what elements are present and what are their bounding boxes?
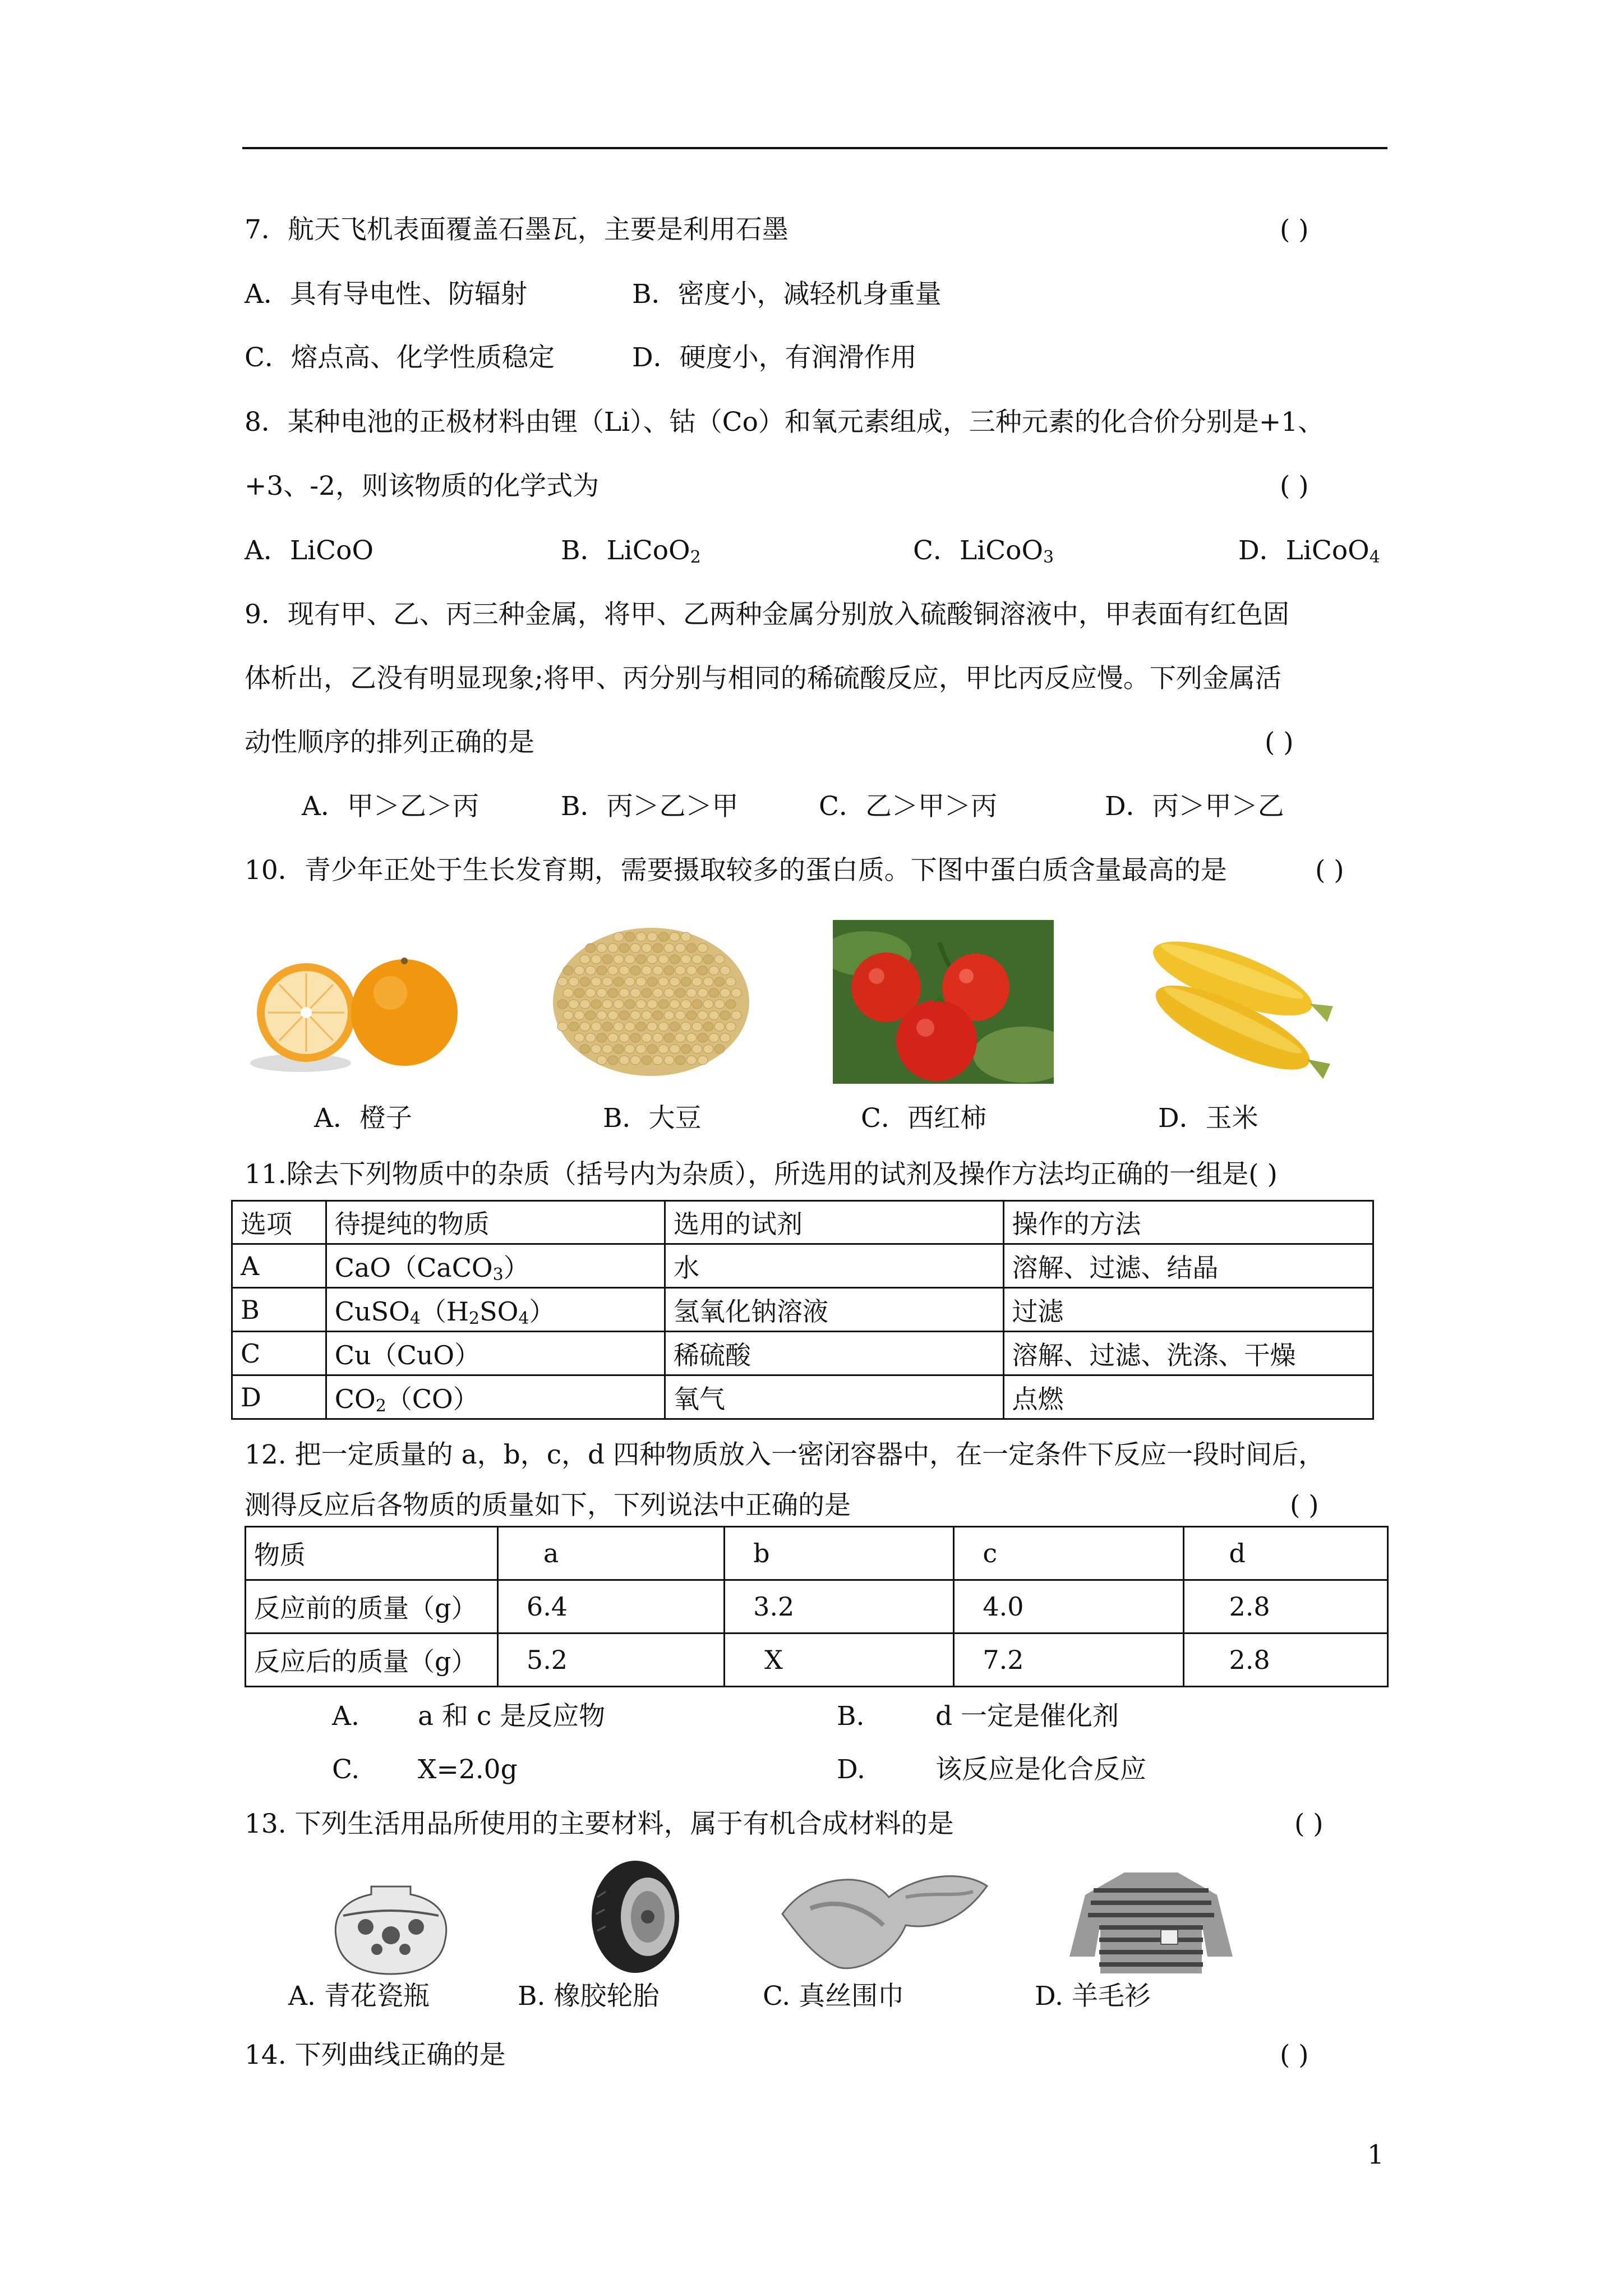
table-cell: C: [232, 1332, 326, 1375]
corn-image: [1126, 918, 1347, 1087]
table-cell: $CuSO_4(H_2SO_4)$: [326, 1288, 665, 1332]
table-header-row: [232, 1201, 1373, 1244]
q7-stem: 7．航天飞机表面覆盖石墨瓦，主要是利用石墨: [245, 214, 789, 245]
q8-stem-line1: 8．某种电池的正极材料由锂（Li）、钴（Co）和氧元素组成，三种元素的化合价分别是+1、: [245, 407, 1325, 438]
table-cell: 溶解、过滤、洗涤、干燥: [1003, 1332, 1373, 1375]
q9-option-c: C．乙＞甲＞丙: [819, 791, 997, 822]
q9-stem-line3: 动性顺序的排列正确的是: [245, 727, 534, 758]
wool-sweater-image: [1068, 1868, 1234, 1975]
header-rule: [242, 147, 1387, 149]
table-header-row: [246, 1527, 1388, 1580]
table-cell: 水: [665, 1244, 1003, 1288]
q12-option-a: a 和 c 是反应物: [418, 1701, 606, 1732]
q12-option-b-letter: B.: [837, 1701, 865, 1732]
table-cell: CaO（CaCO$_3$）: [326, 1244, 665, 1288]
table-row: [232, 1244, 1373, 1288]
q9-option-b: B．丙＞乙＞甲: [561, 791, 739, 822]
soybean-image: [540, 920, 762, 1084]
silk-scarf-image: [777, 1864, 993, 1976]
q9-option-a: A．甲＞乙＞丙: [302, 791, 479, 822]
q13-answer-blank: ( ): [1294, 1809, 1324, 1839]
q12-option-c-letter: C.: [332, 1754, 360, 1785]
orange-image: [245, 923, 467, 1081]
q8-option-a: A．LiCoO: [245, 535, 374, 566]
q10-option-d: D．玉米: [1158, 1103, 1258, 1134]
table-cell: $CO_2(CO)$: [326, 1375, 665, 1419]
q13-option-a: A. 青花瓷瓶: [288, 1981, 430, 2012]
rubber-tire-image: [586, 1858, 684, 1976]
q9-stem-line2: 体析出，乙没有明显现象;将甲、丙分别与相同的稀硫酸反应，甲比丙反应慢。下列金属活: [245, 663, 1281, 694]
table-row: [246, 1634, 1388, 1687]
table-cell: 2.8: [1183, 1580, 1387, 1634]
q10-answer-blank: ( ): [1315, 855, 1344, 886]
q8-option-d: D．LiCoO$_4$: [1238, 535, 1380, 567]
table-cell: 反应前的质量（g）: [246, 1580, 498, 1634]
q7-answer-blank: ( ): [1280, 214, 1309, 245]
q14-answer-blank: ( ): [1280, 2040, 1309, 2070]
table-row: [232, 1375, 1373, 1419]
table-cell: 过滤: [1003, 1288, 1373, 1332]
q13-stem: 13. 下列生活用品所使用的主要材料，属于有机合成材料的是: [245, 1809, 954, 1839]
q12-option-b: d 一定是催化剂: [935, 1701, 1119, 1732]
q12-table: [245, 1526, 1389, 1687]
q7-option-c: C．熔点高、化学性质稳定: [245, 342, 555, 373]
table-header-cell: d: [1183, 1527, 1387, 1580]
table-cell: 反应后的质量（g）: [246, 1634, 498, 1687]
table-cell: 氢氧化钠溶液: [665, 1288, 1003, 1332]
q7-option-d: D．硬度小，有润滑作用: [632, 342, 917, 373]
q9-stem-line1: 9．现有甲、乙、丙三种金属，将甲、乙两种金属分别放入硫酸铜溶液中，甲表面有红色固: [245, 599, 1289, 630]
q13-option-d: D. 羊毛衫: [1035, 1981, 1151, 2012]
q11-table: [231, 1200, 1374, 1420]
table-cell: 2.8: [1183, 1634, 1387, 1687]
table-row: [246, 1580, 1388, 1634]
table-cell: X: [725, 1634, 954, 1687]
table-cell: 氧气: [665, 1375, 1003, 1419]
q12-stem-line1: 12. 把一定质量的 a，b，c，d 四种物质放入一密闭容器中，在一定条件下反应一段时间后，: [245, 1439, 1325, 1470]
table-header-cell: 选项: [232, 1201, 326, 1244]
tomato-image: [833, 920, 1054, 1084]
porcelain-vase-image: [332, 1882, 450, 1980]
table-cell: 7.2: [954, 1634, 1183, 1687]
table-cell: 5.2: [497, 1634, 724, 1687]
table-row: [232, 1332, 1373, 1375]
table-header-cell: 物质: [246, 1527, 498, 1580]
q8-stem-line2: +3、-2，则该物质的化学式为: [245, 471, 600, 501]
table-cell: 稀硫酸: [665, 1332, 1003, 1375]
q8-answer-blank: ( ): [1280, 471, 1309, 501]
table-cell: B: [232, 1288, 326, 1332]
table-header-cell: 操作的方法: [1003, 1201, 1373, 1244]
table-header-cell: a: [497, 1527, 724, 1580]
table-header-cell: b: [725, 1527, 954, 1580]
q12-answer-blank: ( ): [1290, 1490, 1319, 1521]
q10-option-c: C．西红柿: [861, 1103, 986, 1134]
q13-option-c: C. 真丝围巾: [763, 1981, 905, 2012]
table-cell: D: [232, 1375, 326, 1419]
q12-option-c: X=2.0g: [418, 1754, 518, 1785]
table-row: [232, 1288, 1373, 1332]
table-cell: 点燃: [1003, 1375, 1373, 1419]
q9-option-d: D．丙＞甲＞乙: [1105, 791, 1284, 822]
page-number: 1: [1367, 2139, 1384, 2170]
table-header-cell: 待提纯的物质: [326, 1201, 665, 1244]
q12-option-d-letter: D.: [837, 1754, 865, 1785]
q9-answer-blank: ( ): [1265, 727, 1294, 758]
table-header-cell: c: [954, 1527, 1183, 1580]
q12-option-a-letter: A.: [332, 1701, 359, 1732]
q7-option-b: B．密度小，减轻机身重量: [632, 279, 942, 310]
q10-stem: 10．青少年正处于生长发育期，需要摄取较多的蛋白质。下图中蛋白质含量最高的是: [245, 855, 1227, 886]
table-cell: A: [232, 1244, 326, 1288]
table-cell: 6.4: [497, 1580, 724, 1634]
table-header-cell: 选用的试剂: [665, 1201, 1003, 1244]
q12-option-d: 该反应是化合反应: [935, 1754, 1146, 1785]
q11-stem: 11.除去下列物质中的杂质（括号内为杂质），所选用的试剂及操作方法均正确的一组是( ): [245, 1159, 1278, 1190]
q10-option-b: B．大豆: [603, 1103, 702, 1134]
q14-stem: 14. 下列曲线正确的是: [245, 2040, 506, 2070]
q8-option-c: C．LiCoO$_3$: [913, 535, 1054, 567]
table-cell: 4.0: [954, 1580, 1183, 1634]
q10-option-a: A．橙子: [314, 1103, 412, 1134]
table-cell: 溶解、过滤、结晶: [1003, 1244, 1373, 1288]
table-cell: Cu（CuO）: [326, 1332, 665, 1375]
q7-option-a: A．具有导电性、防辐射: [245, 279, 527, 310]
q12-stem-line2: 测得反应后各物质的质量如下，下列说法中正确的是: [245, 1490, 851, 1521]
table-cell: 3.2: [725, 1580, 954, 1634]
q8-option-b: B．LiCoO$_2$: [561, 535, 701, 567]
q13-option-b: B. 橡胶轮胎: [518, 1981, 660, 2012]
